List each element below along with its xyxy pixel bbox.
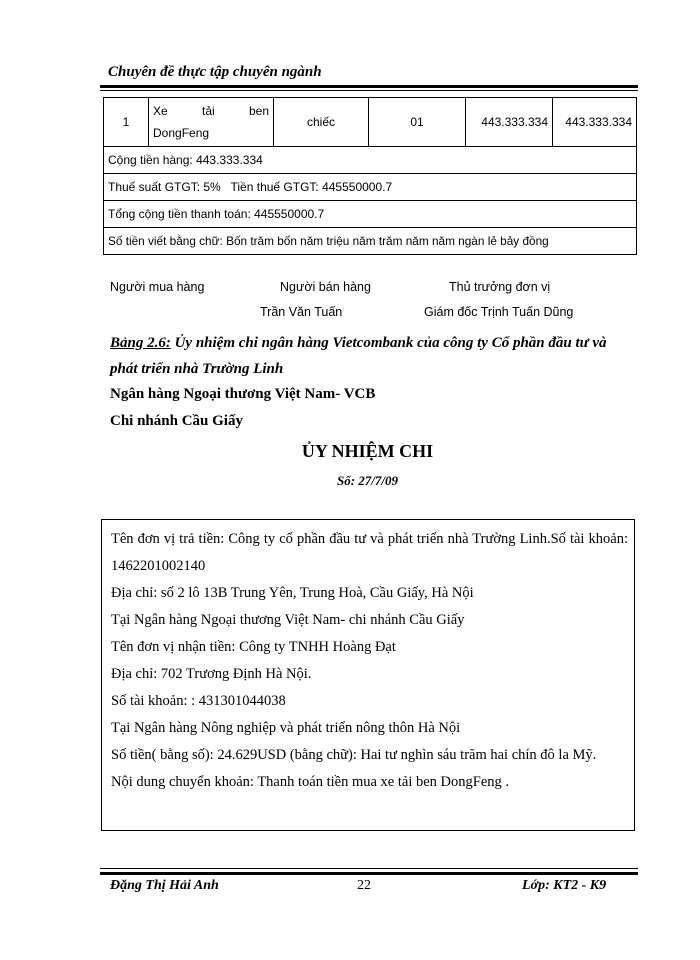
running-header-title: Chuyên đề thực tập chuyên ngành [108, 64, 322, 80]
amount-line: Số tiền( bằng số): 24.629USD (bằng chữ): Hai tư nghìn sáu trăm hai chín đô la Mỹ. [111, 747, 597, 763]
cell-unit: chiếc [274, 98, 369, 147]
head-name: Giám đốc Trịnh Tuấn Dũng [424, 305, 574, 319]
payer-address-line: Địa chỉ: số 2 lô 13B Trung Yên, Trung Hoà, Cầu Giấy, Hà Nội [111, 585, 474, 601]
vat-cell: Thuế suất GTGT: 5% Tiền thuế GTGT: 445550000.7 [104, 174, 637, 201]
table-row [104, 98, 637, 147]
document-title: ỦY NHIỆM CHI [301, 441, 434, 461]
content-line: Nội dung chuyển khoản: Thanh toán tiền mua xe tải ben DongFeng . [111, 774, 509, 790]
cell-unit-price: 443.333.334 [466, 98, 553, 147]
payee-address-line: Địa chỉ: 702 Trương Định Hà Nội. [111, 666, 312, 682]
bank-branch: Chi nhánh Cầu Giấy [110, 413, 243, 429]
caption-label: Bảng 2.6: [110, 335, 171, 351]
header-rule-thin [100, 90, 638, 91]
item-name-line2: DongFeng [153, 126, 210, 140]
footer-author: Đặng Thị Hải Anh [110, 878, 219, 893]
table-row [104, 228, 637, 255]
table-row [104, 174, 637, 201]
grand-total-cell: Tổng cộng tiền thanh toán: 445550000.7 [104, 201, 637, 228]
payee-line: Tên đơn vị nhận tiền: Công ty TNHH Hoàng Đạt [111, 639, 396, 655]
payer-line: Tên đơn vị trả tiền: Công ty cổ phần đầu tư và phát triển nhà Trường Linh.Số tài khoản: 1462201002140 [111, 531, 628, 574]
caption-text: Ủy nhiệm chi ngân hàng Vietcombank của công ty Cổ phần đầu tư và phát triển nhà Trường Linh [110, 335, 607, 377]
payee-bank-line: Tại Ngân hàng Nông nghiệp và phát triển nông thôn Hà Nội [111, 720, 461, 736]
cell-stt: 1 [104, 98, 149, 147]
table-row [104, 147, 637, 174]
cell-item-name [149, 98, 274, 147]
seller-label: Người bán hàng [280, 280, 371, 294]
table-row [104, 201, 637, 228]
bank-name: Ngân hàng Ngoại thương Việt Nam- VCB [110, 386, 376, 402]
footer-class: Lớp: KT2 - K9 [522, 878, 607, 893]
payee-account-line: Số tài khoản: : 431301044038 [111, 693, 286, 709]
seller-name: Trần Văn Tuấn [260, 305, 343, 319]
head-label: Thủ trưởng đơn vị [449, 280, 551, 294]
table-caption [110, 330, 630, 382]
footer-page-number: 22 [357, 878, 371, 893]
amount-in-words-cell: Số tiền viết bằng chữ: Bốn trăm bốn năm triệu năm trăm năm năm ngàn lẻ bảy đồng [104, 228, 637, 255]
cell-amount: 443.333.334 [553, 98, 637, 147]
total-goods-cell: Cộng tiền hàng: 443.333.334 [104, 147, 637, 174]
footer-rule-thin [100, 868, 638, 869]
payment-order-box [101, 519, 635, 831]
footer-rule-thick [100, 872, 638, 875]
buyer-label: Người mua hàng [110, 280, 205, 294]
invoice-table [103, 97, 637, 255]
item-name-line1: Xe tải ben [153, 104, 269, 118]
cell-quantity: 01 [369, 98, 466, 147]
payer-bank-line: Tại Ngân hàng Ngoại thương Việt Nam- chi nhánh Cầu Giấy [111, 612, 465, 628]
document-number: Số: 27/7/09 [336, 473, 399, 488]
header-rule-thick [100, 85, 638, 88]
